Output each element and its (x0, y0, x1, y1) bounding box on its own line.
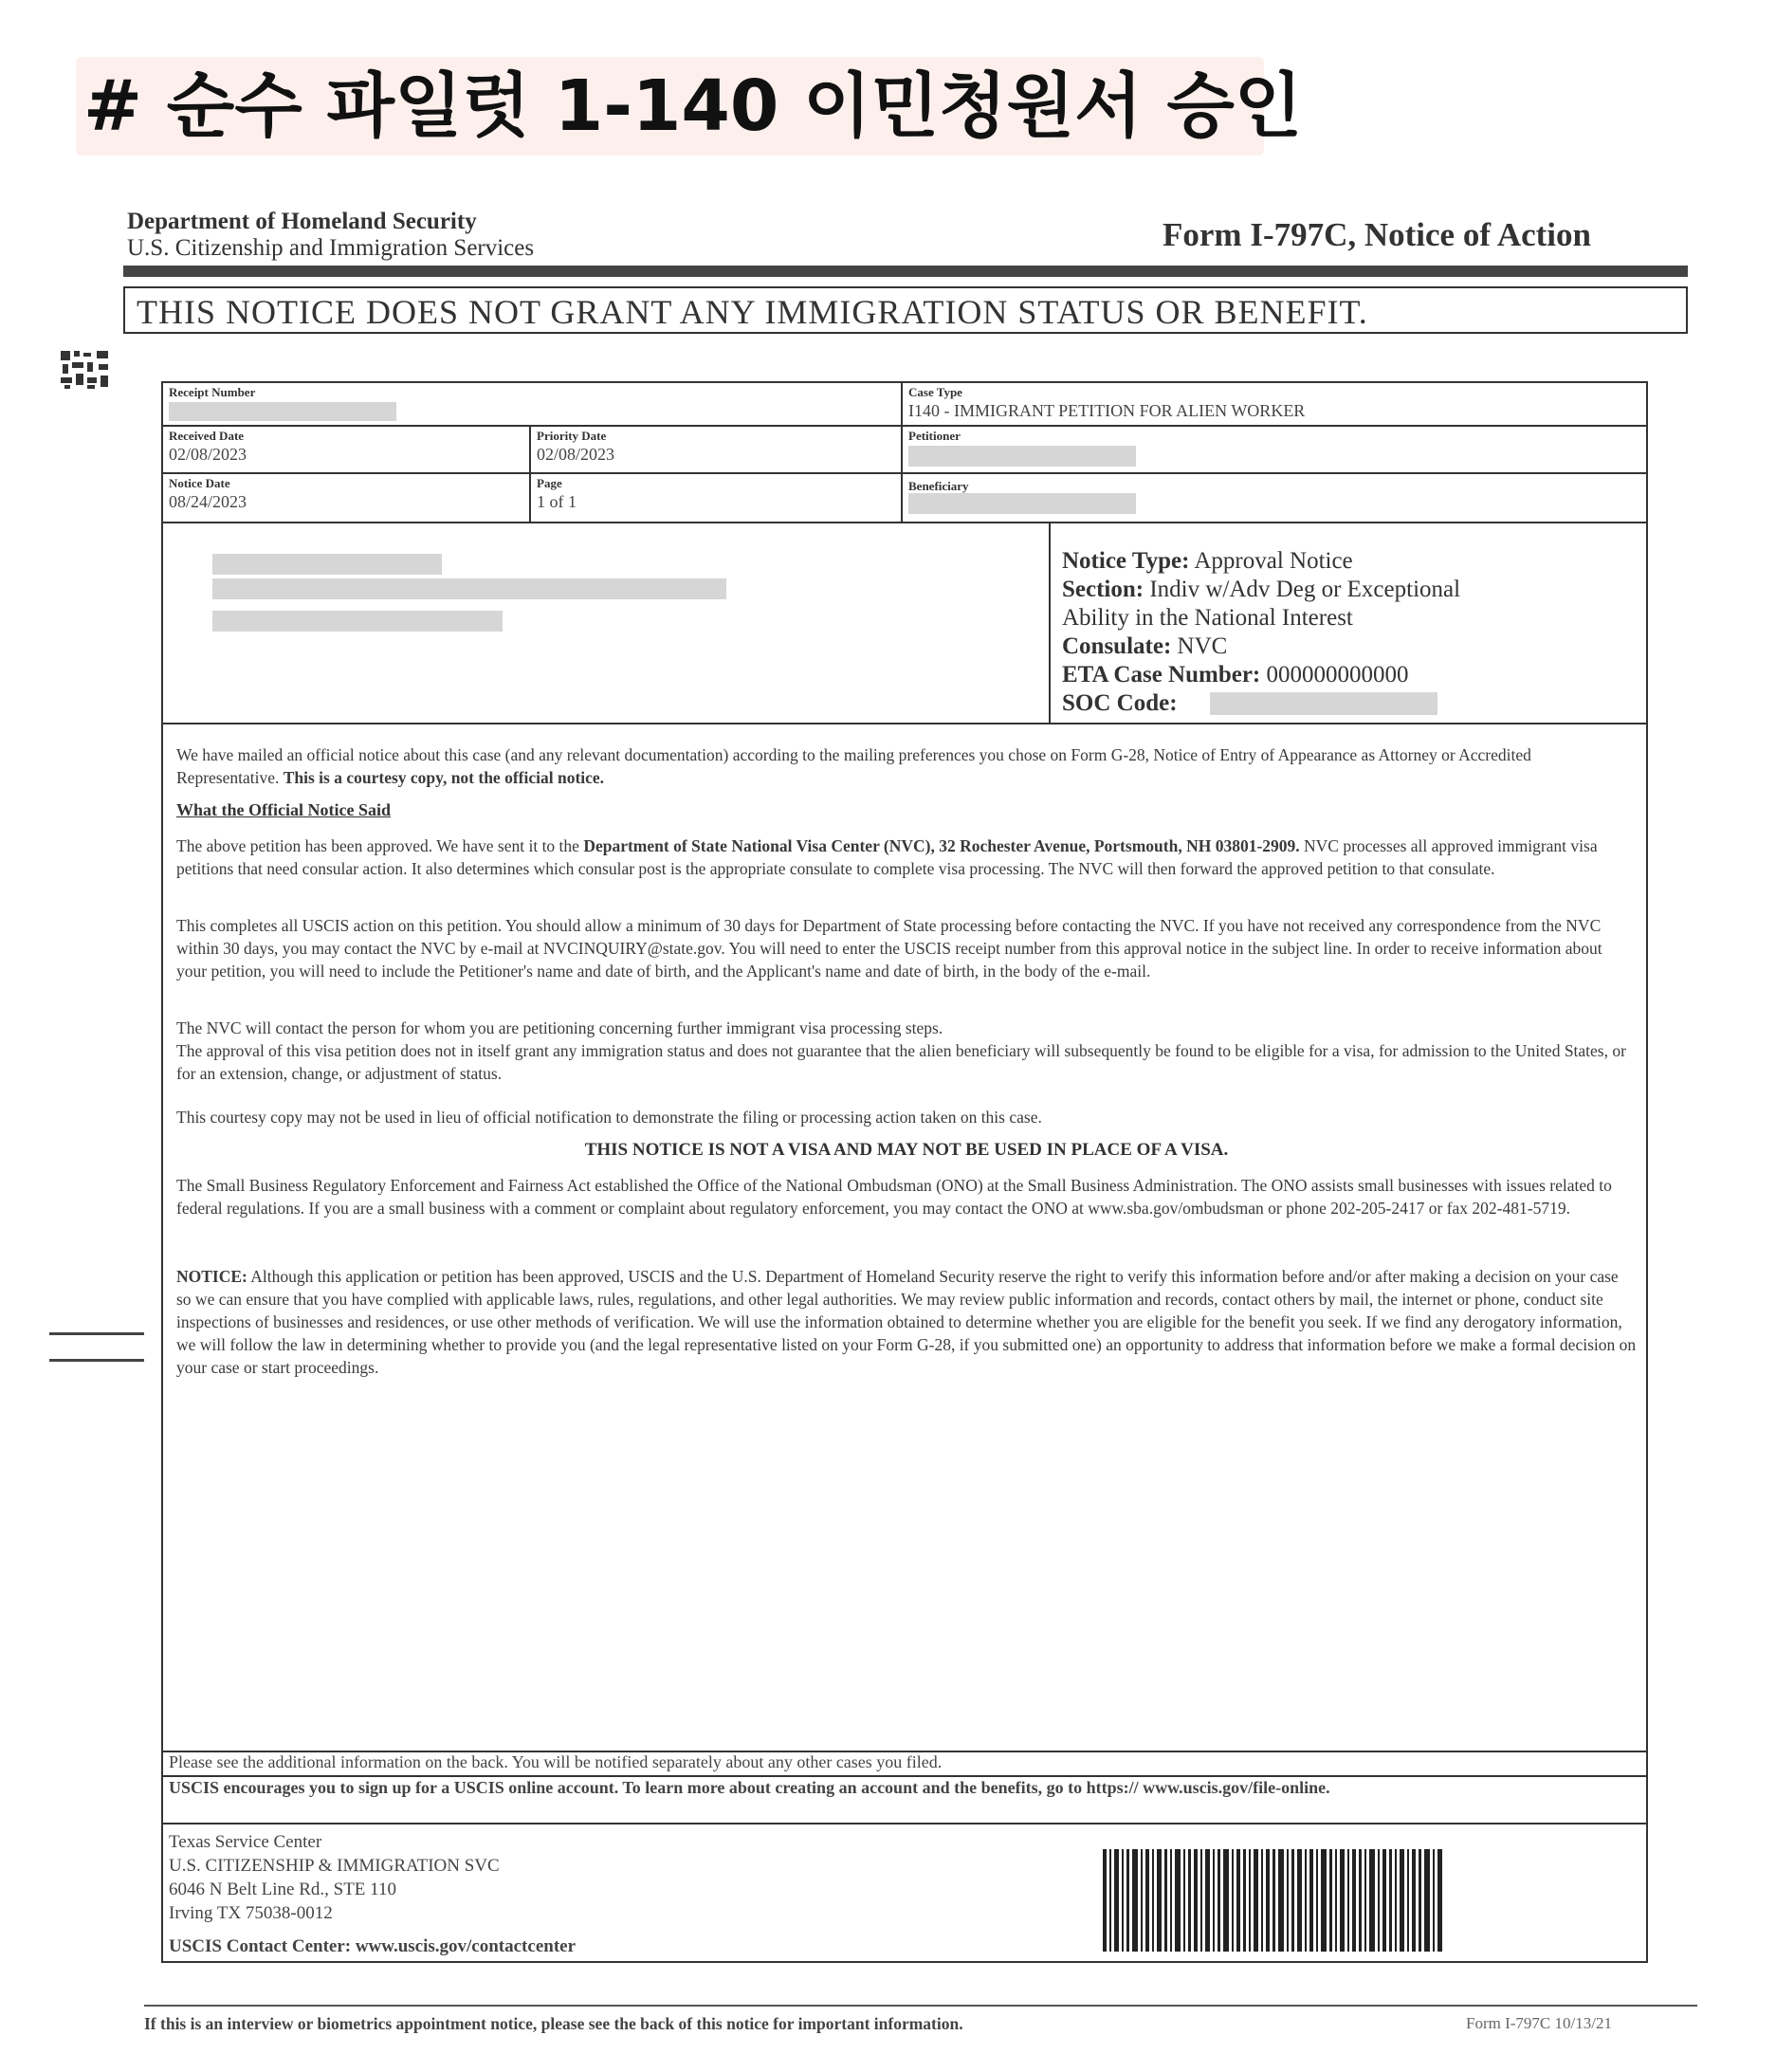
row-divider (161, 472, 1646, 474)
agency-name: Department of Homeland Security (127, 209, 477, 234)
form-identifier: Form I-797C 10/13/21 (1466, 2014, 1612, 2032)
redacted-beneficiary (908, 493, 1136, 514)
row-divider (161, 425, 1646, 427)
col-divider (529, 425, 531, 522)
case-type-value: I140 - IMMIGRANT PETITION FOR ALIEN WORKER (908, 401, 1306, 420)
paragraph-nvc-contact: The NVC will contact the person for whom you are petitioning concerning further immigrant visa processing steps. The approval of this visa petition does not in itself grant any immigration status and does not guarantee that the alien beneficiary will subsequently be found to be eligible for a visa, for admission to the United States, or for an extension, change, or adjustment of status. (176, 1018, 1626, 1083)
row-divider (161, 1823, 1646, 1824)
contact-center: USCIS Contact Center: www.uscis.gov/contactcenter (169, 1936, 577, 1956)
beneficiary-label: Beneficiary (908, 479, 969, 493)
notice-date-value: 08/24/2023 (169, 492, 247, 511)
header-rule (123, 266, 1688, 277)
priority-date-value: 02/08/2023 (537, 445, 615, 464)
priority-date-label: Priority Date (537, 429, 607, 443)
footer-rule (144, 2005, 1697, 2007)
paragraph-courtesy-copy: This courtesy copy may not be used in lieu of official notification to demonstrate the filing or processing action taken on this case. (176, 1108, 1042, 1127)
received-date-label: Received Date (169, 429, 245, 443)
notice-date-label: Notice Date (169, 476, 230, 490)
received-date-value: 02/08/2023 (169, 445, 247, 464)
status-banner (123, 286, 1688, 334)
section: Section: Indiv w/Adv Deg or Exceptional (1062, 577, 1461, 602)
row-divider (161, 723, 1646, 724)
paragraph-uscis-action: This completes all USCIS action on this petition. You should allow a minimum of 30 days for Department of State processing before contacting the NVC. If you have not received any correspondence from the NVC within 30 days, you may contact the NVC by e-mail at NVCINQUIRY@state.gov. You will need to enter the USCIS receipt number from this approval notice in the subject line. In order to receive information about your petition, you will need to include the Petitioner's name and date of birth, and the Applicant's name and date of birth, in the body of the e-mail. (176, 916, 1602, 981)
page-heading: # 순수 파일럿 1-140 이민청원서 승인 (83, 65, 1303, 147)
receipt-number-label: Receipt Number (169, 385, 256, 399)
redacted-address-line (212, 578, 726, 599)
section-continued: Ability in the National Interest (1062, 605, 1353, 631)
page-label: Page (537, 476, 562, 490)
col-divider (901, 381, 903, 522)
consulate: Consulate: NVC (1062, 633, 1228, 659)
page-value: 1 of 1 (537, 492, 577, 511)
not-a-visa-statement: THIS NOTICE IS NOT A VISA AND MAY NOT BE USED IN PLACE OF A VISA. (584, 1140, 1229, 1160)
margin-mark (49, 1332, 144, 1335)
margin-mark (49, 1359, 144, 1362)
case-type-label: Case Type (908, 385, 962, 399)
paragraph-notice: NOTICE: Although this application or petition has been approved, USCIS and the U.S. Department of Homeland Security reserve the right to verify this information before and/or after making a decision on your case so we can ensure that you have complied with applicable laws, rules, regulations, and other legal authorities. We may review public information and records, contact others by mail, the internet or phone, conduct site inspections of businesses and residences, or use other methods of verification. We will use the information obtained to determine whether you are eligible for the benefit you seek. If we find any derogatory information, we will follow the law in determining whether to provide you (and the legal representative listed on your Form G-28, if you submitted one) an opportunity to address that information before we make a formal decision on your case or start proceedings. (176, 1267, 1637, 1377)
paragraph-approval: The above petition has been approved. We have sent it to the Department of State National Visa Center (NVC), 32 Rochester Avenue, Portsmouth, NH 03801-2909. NVC processes all approved immigrant visa petitions that need consular action. It also determines which consular post is the appropriate consulate to complete visa processing. The NVC will then forward the approved petition to that consulate. (176, 836, 1598, 878)
barcode-icon (1103, 1849, 1444, 1952)
row-divider (161, 522, 1646, 523)
additional-info-note: Please see the additional information on the back. You will be notified separately about any other cases you filed. (169, 1752, 943, 1771)
official-notice-subheading: What the Official Notice Said (176, 800, 391, 819)
col-divider (1049, 522, 1051, 723)
petitioner-label: Petitioner (908, 429, 961, 443)
redacted-address-line (212, 554, 442, 575)
agency-subname: U.S. Citizenship and Immigration Services (127, 235, 535, 261)
online-account-note: USCIS encourages you to sign up for a USCIS online account. To learn more about creating an account and the benefits, go to https:// www.uscis.gov/file-online. (169, 1778, 1330, 1797)
redacted-address-line (212, 611, 503, 632)
notice-type: Notice Type: Approval Notice (1062, 548, 1353, 574)
paragraph-mailing: We have mailed an official notice about this case (and any relevant documentation) according to the mailing preferences you chose on Form G-28, Notice of Entry of Appearance as Attorney or Accredited Representative. This is a courtesy copy, not the official notice. (176, 745, 1531, 787)
status-banner-text: THIS NOTICE DOES NOT GRANT ANY IMMIGRATION STATUS OR BENEFIT. (137, 293, 1368, 331)
qr-code-icon (59, 349, 112, 391)
paragraph-ombudsman: The Small Business Regulatory Enforcement and Fairness Act established the Office of the National Ombudsman (ONO) at the Small Business Administration. The ONO assists small businesses with issues related to federal regulations. If you are a small business with a comment or complaint about regulatory enforcement, you may contact the ONO at www.sba.gov/ombudsman or phone 202-205-2417 or fax 202-481-5719. (176, 1176, 1612, 1218)
biometrics-note: If this is an interview or biometrics appointment notice, please see the back of this notice for important information. (144, 2014, 963, 2033)
redacted-receipt-number (169, 402, 396, 421)
service-center-address: Texas Service Center U.S. CITIZENSHIP & IMMIGRATION SVC 6046 N Belt Line Rd., STE 110 Irving TX 75038-0012 (169, 1832, 500, 1923)
eta-case-number: ETA Case Number: 000000000000 (1062, 662, 1409, 688)
redacted-petitioner (908, 446, 1136, 467)
soc-code: SOC Code: (1062, 690, 1178, 716)
form-title: Form I-797C, Notice of Action (1163, 216, 1591, 253)
redacted-soc-code (1210, 692, 1437, 715)
